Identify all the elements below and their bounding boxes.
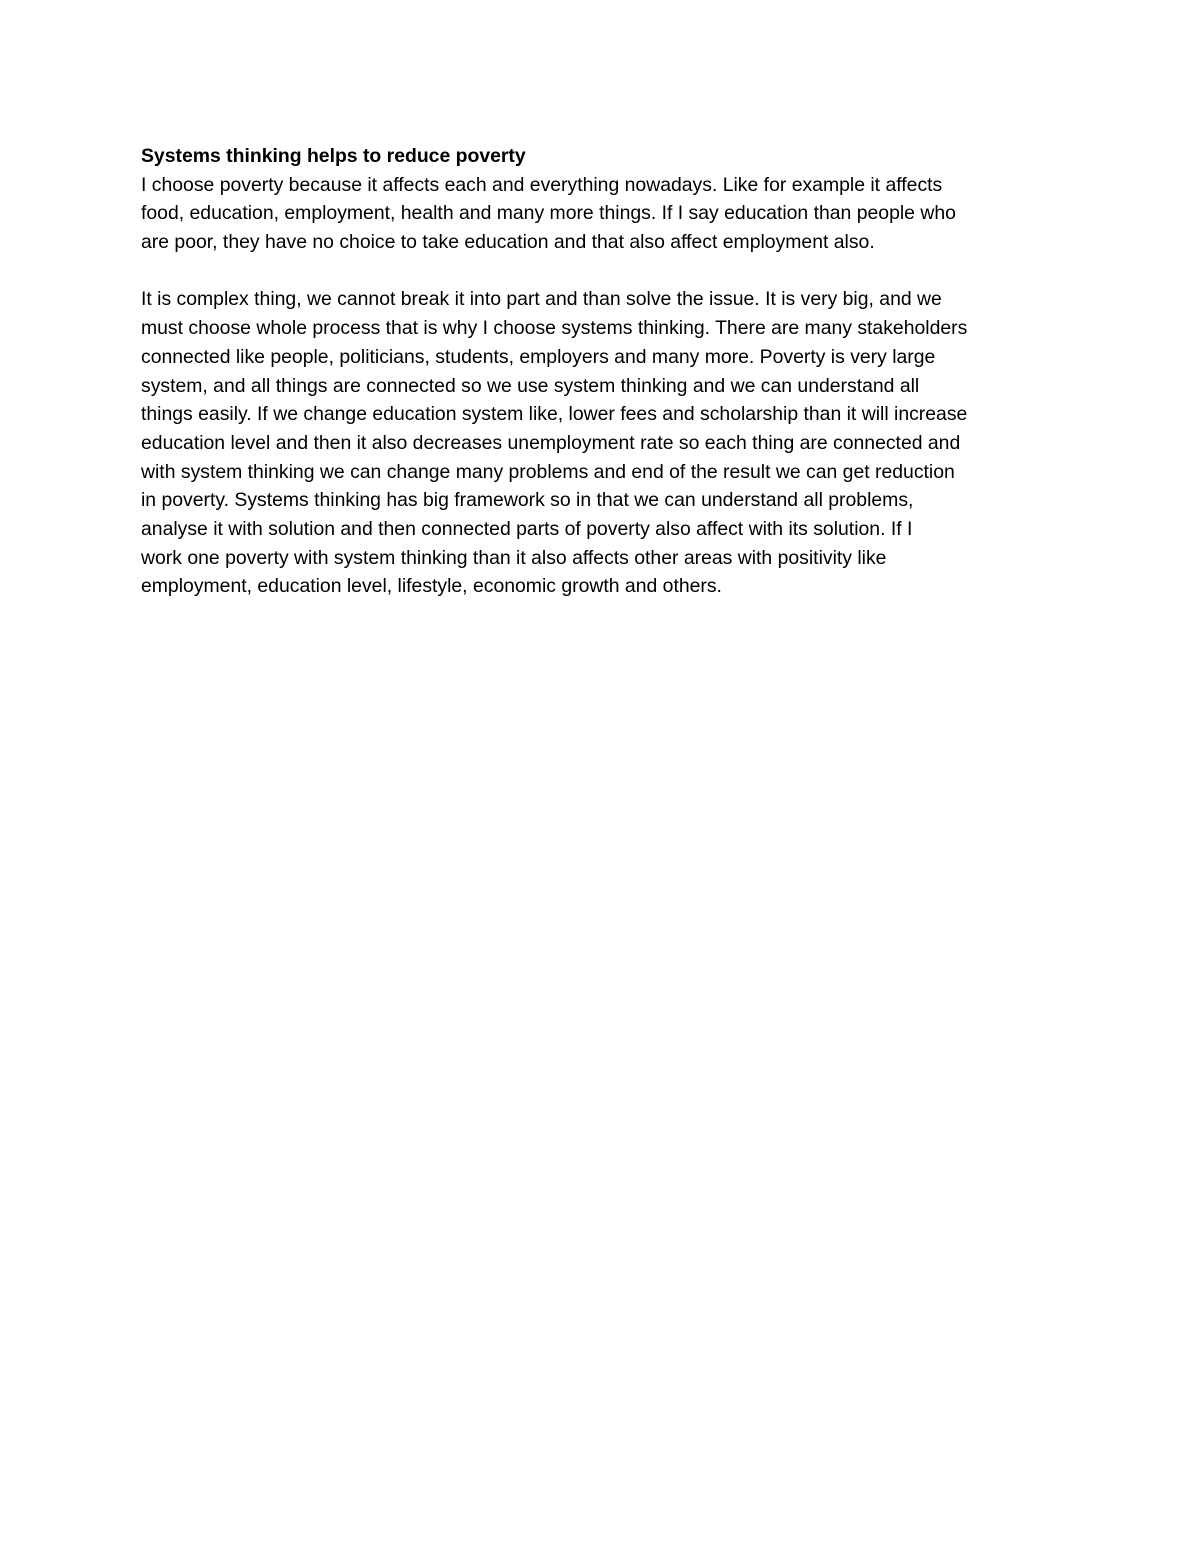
paragraph-line: food, education, employment, health and many more things. If I say education than people who — [141, 202, 956, 225]
paragraph-line: I choose poverty because it affects each and everything nowadays. Like for example it affects — [141, 173, 943, 196]
paragraph-line: education level and then it also decreases unemployment rate so each thing are connected and — [141, 431, 961, 454]
paragraph-line: are poor, they have no choice to take education and that also affect employment also. — [141, 231, 875, 254]
paragraph-2 — [141, 285, 1071, 601]
document-body — [141, 142, 1071, 601]
paragraph-line: things easily. If we change education system like, lower fees and scholarship than it will increase — [141, 403, 968, 426]
paragraph-line: analyse it with solution and then connected parts of poverty also affect with its solution. If I — [141, 517, 913, 540]
paragraph-line: connected like people, politicians, students, employers and many more. Poverty is very large — [141, 345, 936, 368]
paragraph-line: employment, education level, lifestyle, economic growth and others. — [141, 575, 722, 598]
paragraph-line: work one poverty with system thinking than it also affects other areas with positivity like — [141, 546, 887, 569]
paragraph-line: must choose whole process that is why I choose systems thinking. There are many stakeholders — [141, 317, 968, 340]
paragraph-line: It is complex thing, we cannot break it into part and than solve the issue. It is very big, and we — [141, 288, 942, 311]
paragraph-line: system, and all things are connected so we use system thinking and we can understand all — [141, 374, 920, 397]
paragraph-line: in poverty. Systems thinking has big framework so in that we can understand all problems, — [141, 489, 914, 512]
paragraph-1 — [141, 171, 1071, 257]
paragraph-line: with system thinking we can change many problems and end of the result we can get reduction — [141, 460, 955, 483]
paragraph-spacer — [141, 257, 1071, 286]
document-title: Systems thinking helps to reduce poverty — [141, 145, 526, 167]
